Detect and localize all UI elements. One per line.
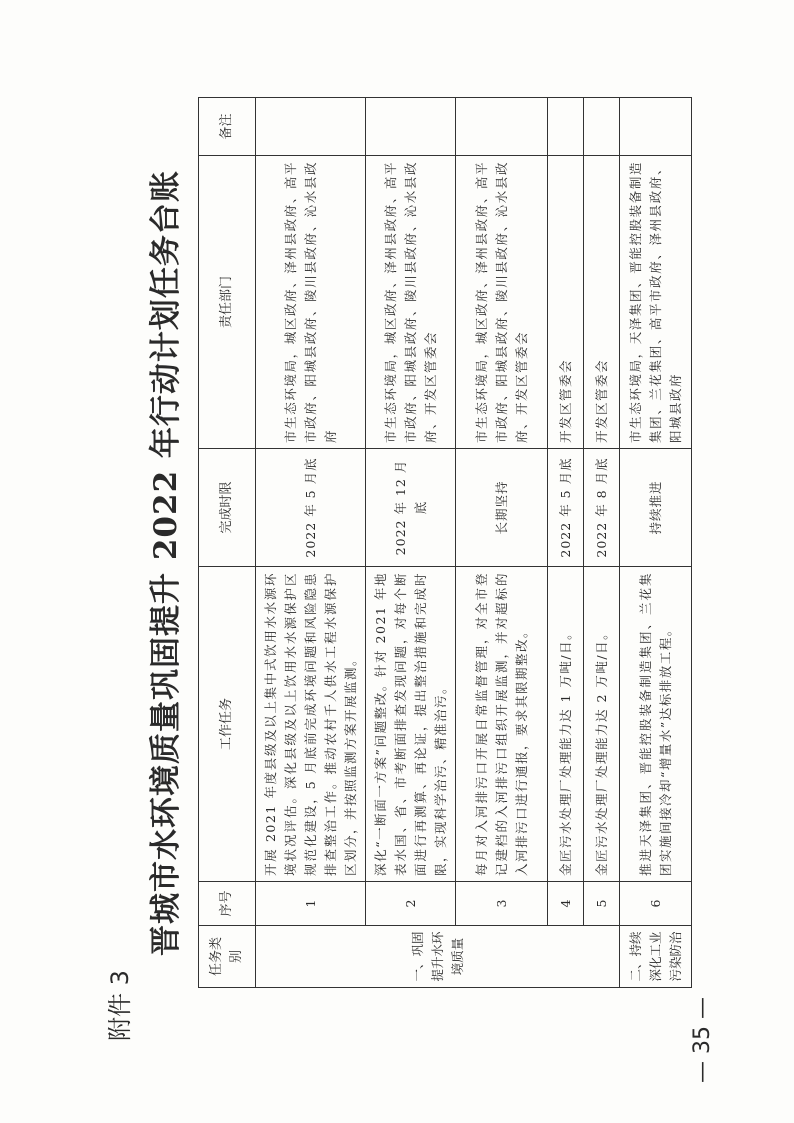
dept-cell: 市生态环境局，城区政府、泽州县政府、高平市政府、阳城县政府、陵川县政府、沁水县政府 xyxy=(256,156,366,449)
task-cell: 金匠污水处理厂处理能力达 2 万吨/日。 xyxy=(584,567,620,882)
table-row xyxy=(366,98,456,988)
header-no: 序号 xyxy=(199,882,256,926)
header-task: 工作任务 xyxy=(199,567,256,882)
table-row xyxy=(548,98,584,988)
table-row xyxy=(584,98,620,988)
remark-cell xyxy=(584,98,620,156)
table-row xyxy=(456,98,548,988)
row-no: 2 xyxy=(366,882,456,926)
deadline-cell: 2022 年 12 月底 xyxy=(366,449,456,567)
dept-cell: 开发区管委会 xyxy=(584,156,620,449)
page-number: — 35 — xyxy=(690,997,715,1083)
attachment-label: 附件 3 xyxy=(106,970,134,1041)
row-no: 3 xyxy=(456,882,548,926)
remark-cell xyxy=(620,98,692,156)
dept-cell: 开发区管委会 xyxy=(548,156,584,449)
deadline-cell: 2022 年 5 月底 xyxy=(256,449,366,567)
row-no: 6 xyxy=(620,882,692,926)
task-cell: 金匠污水处理厂处理能力达 1 万吨/日。 xyxy=(548,567,584,882)
category-cell: 一、巩固提升水环境质量 xyxy=(256,926,620,988)
remark-cell xyxy=(256,98,366,156)
table-header-row xyxy=(199,98,256,988)
page-title: 晋城市水环境质量巩固提升 2022 年行动计划任务台账 xyxy=(148,170,184,956)
task-cell: 开展 2021 年度县级及以上集中式饮用水水源环境状况评估。深化县级及以上饮用水水源保护区规范化建设，5 月底前完成环境问题和风险隐患排查整治工作。推动农村千人供水工程水源保护区划分，并按照监测方案开展监测。 xyxy=(256,567,366,882)
category-cell: 二、持续深化工业污染防治 xyxy=(620,926,692,988)
dept-cell: 市生态环境局，天泽集团、晋能控股装备制造集团、兰花集团、高平市政府、泽州县政府、阳城县政府 xyxy=(620,156,692,449)
header-remark: 备注 xyxy=(199,98,256,156)
task-ledger-table xyxy=(198,97,692,988)
deadline-cell: 2022 年 5 月底 xyxy=(548,449,584,567)
deadline-cell: 2022 年 8 月底 xyxy=(584,449,620,567)
header-category: 任务类别 xyxy=(199,926,256,988)
row-no: 4 xyxy=(548,882,584,926)
remark-cell xyxy=(456,98,548,156)
deadline-cell: 长期坚持 xyxy=(456,449,548,567)
header-dept: 责任部门 xyxy=(199,156,256,449)
row-no: 5 xyxy=(584,882,620,926)
row-no: 1 xyxy=(256,882,366,926)
task-cell: 每月对入河排污口开展日常监督管理，对全市登记建档的入河排污口组织开展监测，并对超标的入河排污口进行通报，要求其限期整改。 xyxy=(456,567,548,882)
dept-cell: 市生态环境局，城区政府、泽州县政府、高平市政府、阳城县政府、陵川县政府、沁水县政府、开发区管委会 xyxy=(456,156,548,449)
header-deadline: 完成时限 xyxy=(199,449,256,567)
table-row xyxy=(620,98,692,988)
dept-cell: 市生态环境局，城区政府、泽州县政府、高平市政府、阳城县政府、陵川县政府、沁水县政府、开发区管委会 xyxy=(366,156,456,449)
table-row xyxy=(256,98,366,988)
remark-cell xyxy=(366,98,456,156)
remark-cell xyxy=(548,98,584,156)
deadline-cell: 持续推进 xyxy=(620,449,692,567)
task-cell: 深化“一断面一方案”问题整改。针对 2021 年地表水国、省、市考断面排查发现问题，对每个断面进行再测算、再论证，提出整治措施和完成时限，实现科学治污、精准治污。 xyxy=(366,567,456,882)
task-cell: 推进天泽集团、晋能控股装备制造集团、兰花集团实施间接冷却“增量水”达标排放工程。 xyxy=(620,567,692,882)
